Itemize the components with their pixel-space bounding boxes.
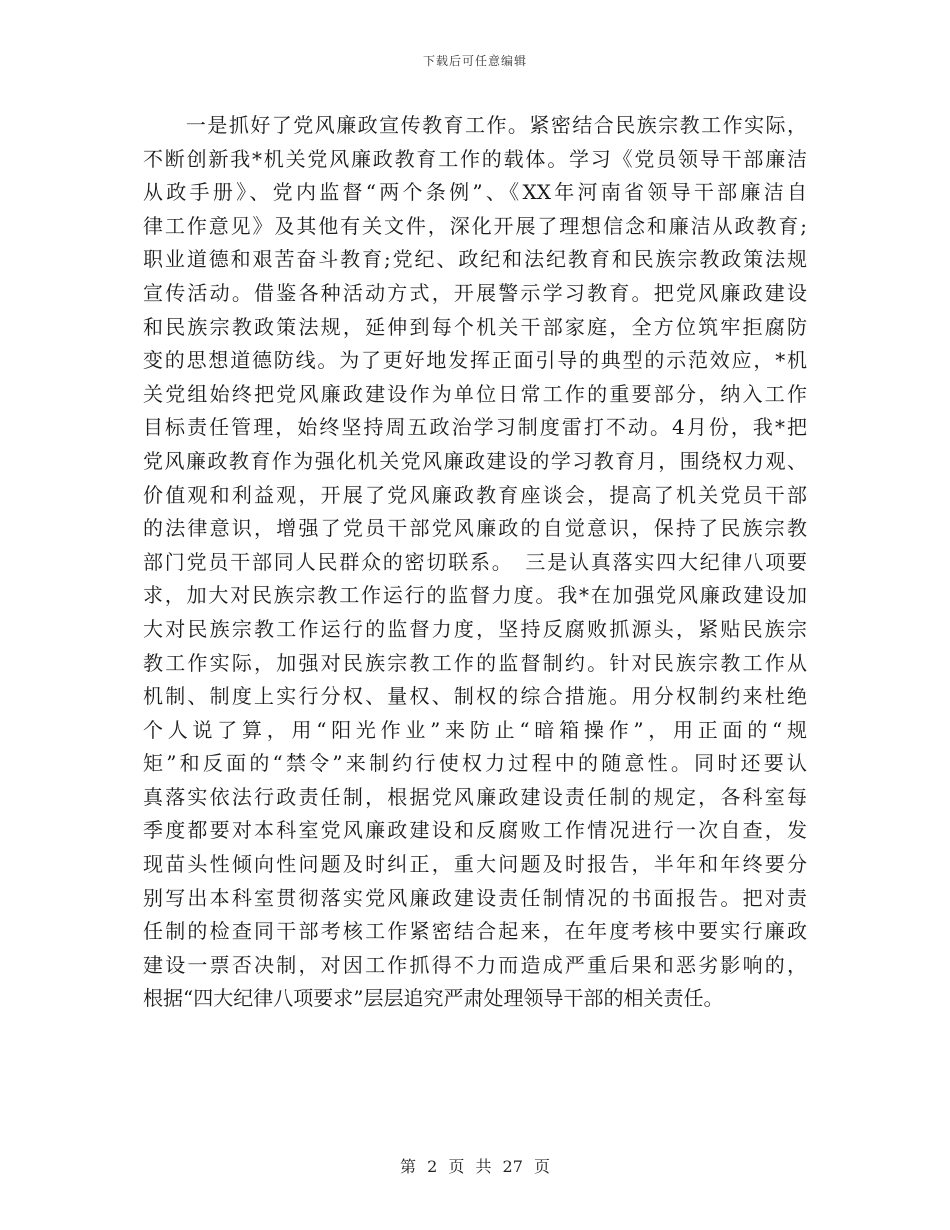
text-line: 现苗头性倾向性问题及时纠正，重大问题及时报告，半年和年终要分 xyxy=(143,852,807,877)
text-line: 党风廉政教育作为强化机关党风廉政建设的学习教育月，围绕权力观、 xyxy=(143,448,807,473)
text-line: 季度都要对本科室党风廉政建设和反腐败工作情况进行一次自查，发 xyxy=(143,818,807,843)
text-line: 任制的检查同干部考核工作紧密结合起来，在年度考核中要实行廉政 xyxy=(143,919,807,944)
text-line: 机制、制度上实行分权、量权、制权的综合措施。用分权制约来杜绝 xyxy=(143,684,807,709)
text-line: 个人说了算，用“阳光作业”来防止“暗箱操作”，用正面的“规 xyxy=(143,717,807,742)
text-line: 律工作意见》及其他有关文件，深化开展了理想信念和廉洁从政教育; xyxy=(143,213,807,238)
text-line: 职业道德和艰苦奋斗教育;党纪、政纪和法纪教育和民族宗教政策法规 xyxy=(143,247,807,272)
page-header-note: 下载后可任意编辑 xyxy=(422,54,527,68)
text-line: 和民族宗教政策法规，延伸到每个机关干部家庭，全方位筑牢拒腐防 xyxy=(143,314,807,339)
text-line: 建设一票否决制，对因工作抓得不力而造成严重后果和恶劣影响的， xyxy=(143,952,807,977)
text-line: 部门党员干部同人民群众的密切联系。 三是认真落实四大纪律八项要 xyxy=(143,549,807,574)
text-line: 一是抓好了党风廉政宣传教育工作。紧密结合民族宗教工作实际， xyxy=(143,113,807,137)
text-line: 真落实依法行政责任制，根据党风廉政建设责任制的规定，各科室每 xyxy=(143,784,807,809)
text-line: 变的思想道德防线。为了更好地发挥正面引导的典型的示范效应，*机 xyxy=(143,348,807,373)
text-line: 别写出本科室贯彻落实党风廉政建设责任制情况的书面报告。把对责 xyxy=(143,885,807,910)
text-line: 关党组始终把党风廉政建设作为单位日常工作的重要部分，纳入工作 xyxy=(143,381,807,406)
text-line: 目标责任管理，始终坚持周五政治学习制度雷打不动。4月份，我*把 xyxy=(143,415,807,440)
text-line: 价值观和利益观，开展了党风廉政教育座谈会，提高了机关党员干部 xyxy=(143,482,807,507)
text-line: 大对民族宗教工作运行的监督力度，坚持反腐败抓源头，紧贴民族宗 xyxy=(143,616,807,641)
page-number: 第 2 页 共 27 页 xyxy=(400,1157,550,1176)
text-line: 根据“四大纪律八项要求”层层追究严肃处理领导干部的相关责任。 xyxy=(143,986,724,1011)
text-line: 从政手册》、党内监督“两个条例”、《XX年河南省领导干部廉洁自 xyxy=(143,180,807,205)
text-line: 不断创新我*机关党风廉政教育工作的载体。学习《党员领导干部廉洁 xyxy=(143,146,807,171)
text-line: 的法律意识，增强了党员干部党风廉政的自觉意识，保持了民族宗教 xyxy=(143,516,807,541)
text-line: 教工作实际，加强对民族宗教工作的监督制约。针对民族宗教工作从 xyxy=(143,650,807,675)
text-line: 宣传活动。借鉴各种活动方式，开展警示学习教育。把党风廉政建设 xyxy=(143,280,807,305)
text-line: 求，加大对民族宗教工作运行的监督力度。我*在加强党风廉政建设加 xyxy=(143,583,807,608)
text-line: 矩”和反面的“禁令”来制约行使权力过程中的随意性。同时还要认 xyxy=(143,751,807,776)
document-body xyxy=(143,109,807,1016)
